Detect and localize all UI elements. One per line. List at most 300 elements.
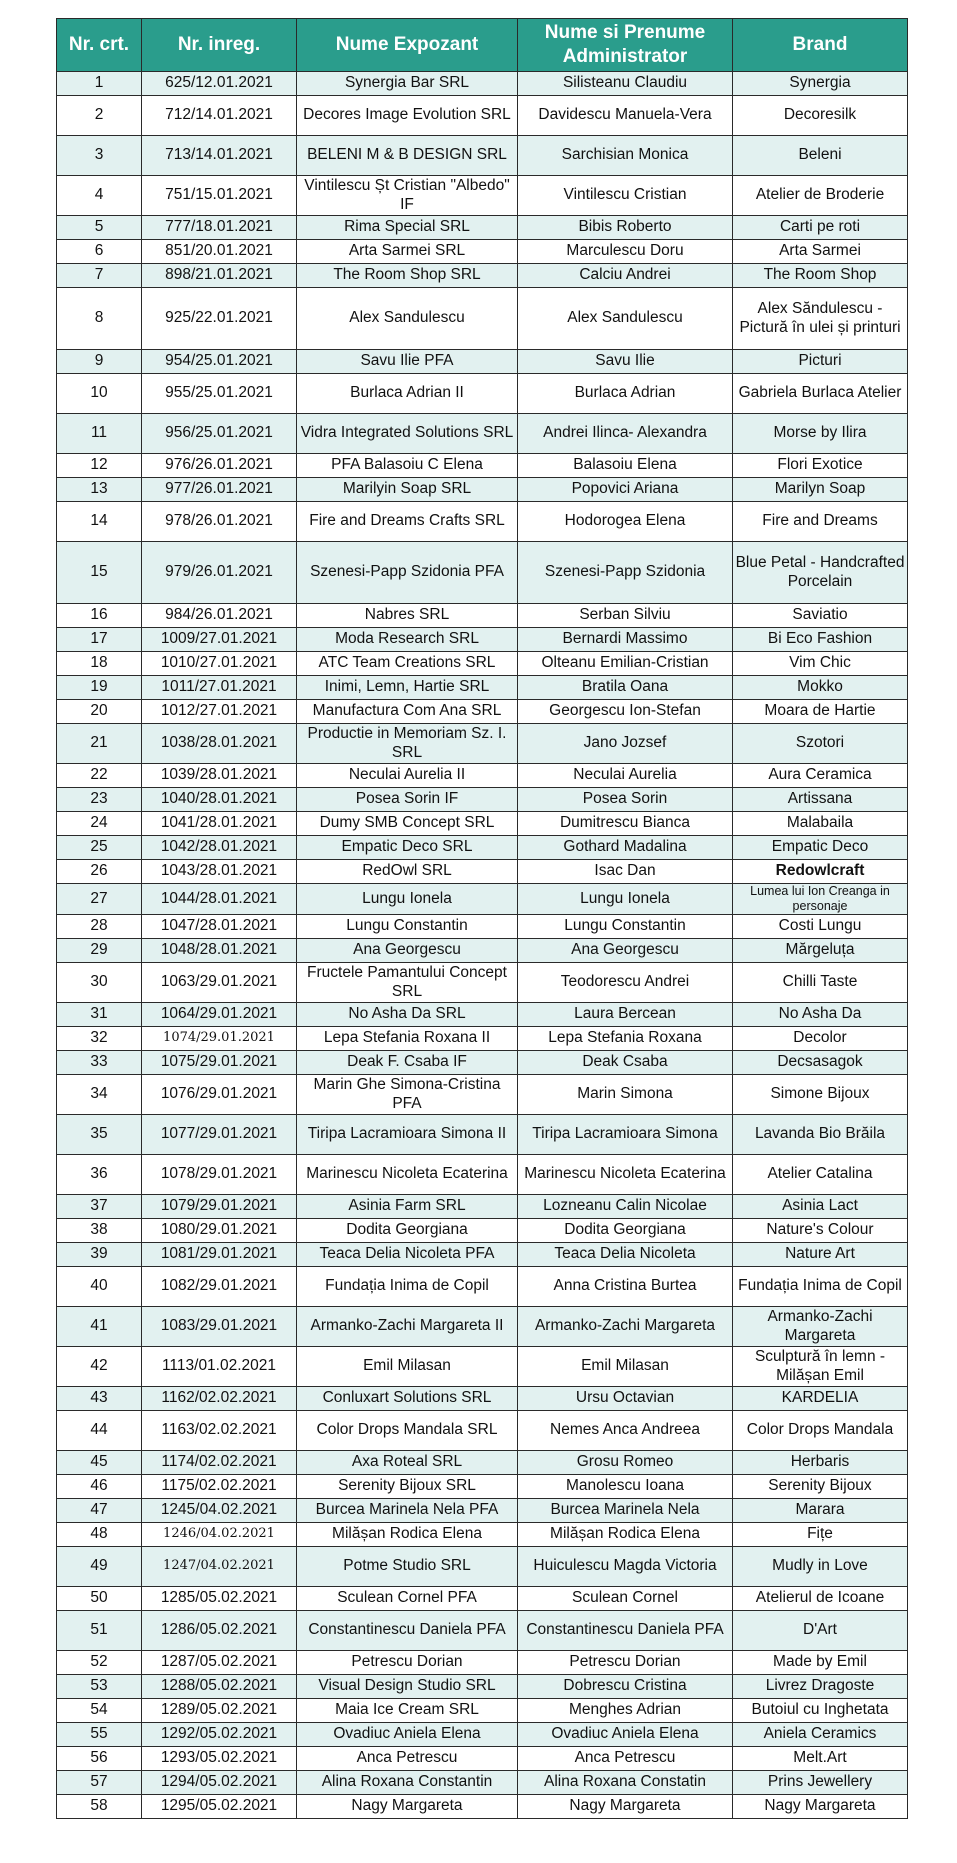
cell-administrator: Neculai Aurelia <box>518 764 733 788</box>
cell-administrator: Jano Jozsef <box>518 724 733 764</box>
cell-nr-crt: 14 <box>57 502 142 542</box>
cell-nr-inreg: 1285/05.02.2021 <box>142 1587 297 1611</box>
cell-nume-expozant: Fire and Dreams Crafts SRL <box>297 502 518 542</box>
cell-administrator: Calciu Andrei <box>518 264 733 288</box>
cell-nr-inreg: 1042/28.01.2021 <box>142 836 297 860</box>
cell-nume-expozant: Visual Design Studio SRL <box>297 1675 518 1699</box>
table-row <box>57 963 908 1003</box>
cell-nr-inreg: 1043/28.01.2021 <box>142 860 297 884</box>
table-row <box>57 1651 908 1675</box>
cell-brand: Made by Emil <box>733 1651 908 1675</box>
cell-nr-crt: 16 <box>57 604 142 628</box>
cell-brand: Artissana <box>733 788 908 812</box>
table-row <box>57 1195 908 1219</box>
table-row <box>57 1699 908 1723</box>
cell-nr-inreg: 1245/04.02.2021 <box>142 1499 297 1523</box>
cell-administrator: Bibis Roberto <box>518 216 733 240</box>
cell-nr-crt: 22 <box>57 764 142 788</box>
table-row <box>57 176 908 216</box>
cell-nume-expozant: Lungu Ionela <box>297 884 518 915</box>
cell-nr-inreg: 1038/28.01.2021 <box>142 724 297 764</box>
cell-administrator: Grosu Romeo <box>518 1451 733 1475</box>
cell-nume-expozant: Marilyin Soap SRL <box>297 478 518 502</box>
cell-administrator: Alex Sandulescu <box>518 288 733 350</box>
cell-nr-crt: 29 <box>57 939 142 963</box>
table-row <box>57 1115 908 1155</box>
cell-nr-inreg: 1009/27.01.2021 <box>142 628 297 652</box>
cell-nr-crt: 40 <box>57 1267 142 1307</box>
cell-nr-crt: 12 <box>57 454 142 478</box>
table-row <box>57 724 908 764</box>
cell-brand: Armanko-Zachi Margareta <box>733 1307 908 1347</box>
cell-brand: Butoiul cu Inghetata <box>733 1699 908 1723</box>
cell-nr-inreg: 1292/05.02.2021 <box>142 1723 297 1747</box>
cell-nr-crt: 24 <box>57 812 142 836</box>
table-row <box>57 860 908 884</box>
cell-nume-expozant: Productie in Memoriam Sz. I. SRL <box>297 724 518 764</box>
cell-administrator: Emil Milasan <box>518 1347 733 1387</box>
cell-nr-crt: 2 <box>57 96 142 136</box>
cell-nr-crt: 8 <box>57 288 142 350</box>
table-row <box>57 1587 908 1611</box>
table-row <box>57 1075 908 1115</box>
cell-brand: Fundația Inima de Copil <box>733 1267 908 1307</box>
cell-brand: Lumea lui Ion Creanga in personaje <box>733 884 908 915</box>
table-row <box>57 136 908 176</box>
cell-nr-inreg: 1078/29.01.2021 <box>142 1155 297 1195</box>
table-row <box>57 652 908 676</box>
cell-administrator: Georgescu Ion-Stefan <box>518 700 733 724</box>
cell-nume-expozant: ATC Team Creations SRL <box>297 652 518 676</box>
cell-nr-inreg: 1010/27.01.2021 <box>142 652 297 676</box>
cell-nr-crt: 21 <box>57 724 142 764</box>
cell-nr-crt: 55 <box>57 1723 142 1747</box>
cell-nume-expozant: Marin Ghe Simona-Cristina PFA <box>297 1075 518 1115</box>
cell-administrator: Vintilescu Cristian <box>518 176 733 216</box>
cell-nr-inreg: 1040/28.01.2021 <box>142 788 297 812</box>
cell-brand: Atelier de Broderie <box>733 176 908 216</box>
cell-nr-inreg: 713/14.01.2021 <box>142 136 297 176</box>
table-row <box>57 1499 908 1523</box>
cell-administrator: Anna Cristina Burtea <box>518 1267 733 1307</box>
table-row <box>57 1219 908 1243</box>
table-row <box>57 836 908 860</box>
table-row <box>57 939 908 963</box>
cell-nume-expozant: Constantinescu Daniela PFA <box>297 1611 518 1651</box>
cell-nr-inreg: 1080/29.01.2021 <box>142 1219 297 1243</box>
cell-nr-crt: 18 <box>57 652 142 676</box>
cell-administrator: Silisteanu Claudiu <box>518 72 733 96</box>
cell-nr-crt: 27 <box>57 884 142 915</box>
cell-nr-crt: 7 <box>57 264 142 288</box>
cell-nr-crt: 20 <box>57 700 142 724</box>
cell-nr-crt: 4 <box>57 176 142 216</box>
cell-nume-expozant: Petrescu Dorian <box>297 1651 518 1675</box>
cell-nr-crt: 54 <box>57 1699 142 1723</box>
cell-nume-expozant: Synergia Bar SRL <box>297 72 518 96</box>
table-row <box>57 1307 908 1347</box>
cell-nr-inreg: 1047/28.01.2021 <box>142 915 297 939</box>
cell-nr-inreg: 1064/29.01.2021 <box>142 1003 297 1027</box>
cell-nr-inreg: 851/20.01.2021 <box>142 240 297 264</box>
cell-nume-expozant: Vintilescu Șt Cristian "Albedo" IF <box>297 176 518 216</box>
table-row <box>57 1387 908 1411</box>
cell-administrator: Szenesi-Papp Szidonia <box>518 542 733 604</box>
table-row <box>57 1411 908 1451</box>
cell-nr-inreg: 712/14.01.2021 <box>142 96 297 136</box>
table-row <box>57 884 908 915</box>
cell-nr-inreg: 1247/04.02.2021 <box>142 1547 297 1587</box>
cell-nr-crt: 15 <box>57 542 142 604</box>
cell-nr-crt: 39 <box>57 1243 142 1267</box>
exhibitors-table <box>56 18 908 1819</box>
cell-nume-expozant: Burlaca Adrian II <box>297 374 518 414</box>
table-row <box>57 1611 908 1651</box>
cell-brand: Nature's Colour <box>733 1219 908 1243</box>
table-row <box>57 915 908 939</box>
cell-brand: KARDELIA <box>733 1387 908 1411</box>
cell-nr-crt: 44 <box>57 1411 142 1451</box>
cell-nume-expozant: BELENI M & B DESIGN SRL <box>297 136 518 176</box>
cell-nr-crt: 25 <box>57 836 142 860</box>
cell-brand: Prins Jewellery <box>733 1771 908 1795</box>
table-row <box>57 628 908 652</box>
cell-administrator: Bratila Oana <box>518 676 733 700</box>
table-row <box>57 264 908 288</box>
cell-nr-crt: 3 <box>57 136 142 176</box>
cell-brand: No Asha Da <box>733 1003 908 1027</box>
cell-nume-expozant: Fundația Inima de Copil <box>297 1267 518 1307</box>
cell-administrator: Nagy Margareta <box>518 1795 733 1819</box>
cell-nume-expozant: Szenesi-Papp Szidonia PFA <box>297 542 518 604</box>
cell-administrator: Dobrescu Cristina <box>518 1675 733 1699</box>
cell-brand: Decolor <box>733 1027 908 1051</box>
cell-administrator: Ovadiuc Aniela Elena <box>518 1723 733 1747</box>
cell-nr-inreg: 1063/29.01.2021 <box>142 963 297 1003</box>
cell-nume-expozant: Armanko-Zachi Margareta II <box>297 1307 518 1347</box>
cell-nr-crt: 41 <box>57 1307 142 1347</box>
cell-nr-crt: 36 <box>57 1155 142 1195</box>
header-brand: Brand <box>733 19 908 72</box>
cell-brand: Flori Exotice <box>733 454 908 478</box>
table-row <box>57 96 908 136</box>
cell-nr-crt: 34 <box>57 1075 142 1115</box>
cell-administrator: Marinescu Nicoleta Ecaterina <box>518 1155 733 1195</box>
cell-administrator: Popovici Ariana <box>518 478 733 502</box>
cell-brand: Vim Chic <box>733 652 908 676</box>
cell-administrator: Sarchisian Monica <box>518 136 733 176</box>
cell-administrator: Andrei Ilinca- Alexandra <box>518 414 733 454</box>
cell-nr-crt: 13 <box>57 478 142 502</box>
cell-brand: Mudly in Love <box>733 1547 908 1587</box>
cell-nume-expozant: Teaca Delia Nicoleta PFA <box>297 1243 518 1267</box>
cell-brand: Nature Art <box>733 1243 908 1267</box>
cell-nr-crt: 42 <box>57 1347 142 1387</box>
cell-administrator: Olteanu Emilian-Cristian <box>518 652 733 676</box>
cell-administrator: Huiculescu Magda Victoria <box>518 1547 733 1587</box>
table-row <box>57 374 908 414</box>
cell-nume-expozant: PFA Balasoiu C Elena <box>297 454 518 478</box>
cell-nr-crt: 50 <box>57 1587 142 1611</box>
cell-administrator: Tiripa Lacramioara Simona <box>518 1115 733 1155</box>
cell-brand: Color Drops Mandala <box>733 1411 908 1451</box>
cell-nume-expozant: Marinescu Nicoleta Ecaterina <box>297 1155 518 1195</box>
cell-brand: Marilyn Soap <box>733 478 908 502</box>
cell-nume-expozant: Emil Milasan <box>297 1347 518 1387</box>
cell-administrator: Menghes Adrian <box>518 1699 733 1723</box>
cell-nr-inreg: 977/26.01.2021 <box>142 478 297 502</box>
cell-brand: Herbaris <box>733 1451 908 1475</box>
cell-nr-crt: 11 <box>57 414 142 454</box>
cell-nr-inreg: 925/22.01.2021 <box>142 288 297 350</box>
cell-nume-expozant: Conluxart Solutions SRL <box>297 1387 518 1411</box>
cell-nr-crt: 28 <box>57 915 142 939</box>
cell-nr-inreg: 1074/29.01.2021 <box>142 1027 297 1051</box>
cell-nr-crt: 57 <box>57 1771 142 1795</box>
table-row <box>57 1475 908 1499</box>
table-row <box>57 542 908 604</box>
cell-administrator: Hodorogea Elena <box>518 502 733 542</box>
header-nr-inreg: Nr. inreg. <box>142 19 297 72</box>
cell-brand: Mărgeluța <box>733 939 908 963</box>
cell-brand: Morse by Ilira <box>733 414 908 454</box>
cell-nr-crt: 52 <box>57 1651 142 1675</box>
cell-brand: Blue Petal - Handcrafted Porcelain <box>733 542 908 604</box>
table-row <box>57 1243 908 1267</box>
cell-nr-crt: 58 <box>57 1795 142 1819</box>
cell-nume-expozant: Burcea Marinela Nela PFA <box>297 1499 518 1523</box>
cell-brand: Saviatio <box>733 604 908 628</box>
cell-nume-expozant: Sculean Cornel PFA <box>297 1587 518 1611</box>
cell-nume-expozant: Empatic Deco SRL <box>297 836 518 860</box>
cell-nr-inreg: 956/25.01.2021 <box>142 414 297 454</box>
cell-nr-inreg: 777/18.01.2021 <box>142 216 297 240</box>
cell-nume-expozant: Alex Sandulescu <box>297 288 518 350</box>
cell-brand: Atelier Catalina <box>733 1155 908 1195</box>
cell-administrator: Deak Csaba <box>518 1051 733 1075</box>
cell-brand: Empatic Deco <box>733 836 908 860</box>
cell-administrator: Armanko-Zachi Margareta <box>518 1307 733 1347</box>
cell-nr-crt: 19 <box>57 676 142 700</box>
cell-administrator: Burcea Marinela Nela <box>518 1499 733 1523</box>
cell-nr-crt: 43 <box>57 1387 142 1411</box>
cell-nr-crt: 6 <box>57 240 142 264</box>
cell-administrator: Posea Sorin <box>518 788 733 812</box>
cell-nr-inreg: 954/25.01.2021 <box>142 350 297 374</box>
table-row <box>57 1771 908 1795</box>
cell-brand: Marara <box>733 1499 908 1523</box>
table-row <box>57 604 908 628</box>
cell-nume-expozant: The Room Shop SRL <box>297 264 518 288</box>
cell-nr-inreg: 1288/05.02.2021 <box>142 1675 297 1699</box>
cell-administrator: Teaca Delia Nicoleta <box>518 1243 733 1267</box>
cell-nr-inreg: 1011/27.01.2021 <box>142 676 297 700</box>
header-row <box>57 19 908 72</box>
cell-nr-inreg: 1162/02.02.2021 <box>142 1387 297 1411</box>
cell-administrator: Manolescu Ioana <box>518 1475 733 1499</box>
cell-nr-crt: 32 <box>57 1027 142 1051</box>
cell-nume-expozant: Rima Special SRL <box>297 216 518 240</box>
cell-nume-expozant: Maia Ice Cream SRL <box>297 1699 518 1723</box>
cell-nr-inreg: 1287/05.02.2021 <box>142 1651 297 1675</box>
cell-administrator: Anca Petrescu <box>518 1747 733 1771</box>
cell-nr-inreg: 1077/29.01.2021 <box>142 1115 297 1155</box>
cell-nume-expozant: Neculai Aurelia II <box>297 764 518 788</box>
cell-nr-inreg: 1286/05.02.2021 <box>142 1611 297 1651</box>
table-row <box>57 1155 908 1195</box>
cell-nume-expozant: Nagy Margareta <box>297 1795 518 1819</box>
cell-nr-inreg: 1076/29.01.2021 <box>142 1075 297 1115</box>
cell-nume-expozant: Savu Ilie PFA <box>297 350 518 374</box>
cell-administrator: Nemes Anca Andreea <box>518 1411 733 1451</box>
cell-brand: Szotori <box>733 724 908 764</box>
cell-nume-expozant: Nabres SRL <box>297 604 518 628</box>
cell-administrator: Marin Simona <box>518 1075 733 1115</box>
cell-brand: Beleni <box>733 136 908 176</box>
cell-brand: Simone Bijoux <box>733 1075 908 1115</box>
cell-nr-inreg: 1113/01.02.2021 <box>142 1347 297 1387</box>
cell-nume-expozant: Posea Sorin IF <box>297 788 518 812</box>
cell-administrator: Alina Roxana Constatin <box>518 1771 733 1795</box>
cell-brand: Arta Sarmei <box>733 240 908 264</box>
cell-nume-expozant: RedOwl SRL <box>297 860 518 884</box>
cell-brand: Serenity Bijoux <box>733 1475 908 1499</box>
cell-administrator: Balasoiu Elena <box>518 454 733 478</box>
cell-brand: Fițe <box>733 1523 908 1547</box>
cell-nume-expozant: Milășan Rodica Elena <box>297 1523 518 1547</box>
table-row <box>57 216 908 240</box>
cell-nr-inreg: 1174/02.02.2021 <box>142 1451 297 1475</box>
cell-administrator: Lozneanu Calin Nicolae <box>518 1195 733 1219</box>
table-row <box>57 72 908 96</box>
cell-nr-inreg: 978/26.01.2021 <box>142 502 297 542</box>
cell-brand: Picturi <box>733 350 908 374</box>
cell-brand: Bi Eco Fashion <box>733 628 908 652</box>
cell-nume-expozant: Anca Petrescu <box>297 1747 518 1771</box>
cell-nr-inreg: 1175/02.02.2021 <box>142 1475 297 1499</box>
table-row <box>57 700 908 724</box>
cell-nr-inreg: 1163/02.02.2021 <box>142 1411 297 1451</box>
cell-nr-crt: 31 <box>57 1003 142 1027</box>
cell-nr-crt: 17 <box>57 628 142 652</box>
cell-nr-crt: 37 <box>57 1195 142 1219</box>
table-row <box>57 478 908 502</box>
header-nr-crt: Nr. crt. <box>57 19 142 72</box>
cell-nr-crt: 46 <box>57 1475 142 1499</box>
cell-nr-inreg: 751/15.01.2021 <box>142 176 297 216</box>
cell-administrator: Teodorescu Andrei <box>518 963 733 1003</box>
cell-nume-expozant: Lepa Stefania Roxana II <box>297 1027 518 1051</box>
cell-administrator: Constantinescu Daniela PFA <box>518 1611 733 1651</box>
cell-administrator: Lungu Constantin <box>518 915 733 939</box>
cell-nr-inreg: 984/26.01.2021 <box>142 604 297 628</box>
cell-brand: Fire and Dreams <box>733 502 908 542</box>
cell-nume-expozant: Tiripa Lacramioara Simona II <box>297 1115 518 1155</box>
cell-administrator: Gothard Madalina <box>518 836 733 860</box>
cell-nr-inreg: 1293/05.02.2021 <box>142 1747 297 1771</box>
cell-administrator: Milășan Rodica Elena <box>518 1523 733 1547</box>
cell-nume-expozant: No Asha Da SRL <box>297 1003 518 1027</box>
cell-brand: D'Art <box>733 1611 908 1651</box>
cell-nr-crt: 23 <box>57 788 142 812</box>
cell-brand: Nagy Margareta <box>733 1795 908 1819</box>
table-row <box>57 1267 908 1307</box>
cell-nume-expozant: Dumy SMB Concept SRL <box>297 812 518 836</box>
cell-brand: The Room Shop <box>733 264 908 288</box>
cell-nr-inreg: 1081/29.01.2021 <box>142 1243 297 1267</box>
cell-nr-inreg: 1039/28.01.2021 <box>142 764 297 788</box>
cell-nr-crt: 26 <box>57 860 142 884</box>
cell-nume-expozant: Color Drops Mandala SRL <box>297 1411 518 1451</box>
cell-nr-inreg: 625/12.01.2021 <box>142 72 297 96</box>
table-row <box>57 454 908 478</box>
cell-nume-expozant: Ovadiuc Aniela Elena <box>297 1723 518 1747</box>
cell-administrator: Petrescu Dorian <box>518 1651 733 1675</box>
cell-administrator: Sculean Cornel <box>518 1587 733 1611</box>
cell-nume-expozant: Fructele Pamantului Concept SRL <box>297 963 518 1003</box>
cell-brand: Sculptură în lemn - Milășan Emil <box>733 1347 908 1387</box>
cell-brand: Decoresilk <box>733 96 908 136</box>
cell-nr-crt: 51 <box>57 1611 142 1651</box>
table-row <box>57 1347 908 1387</box>
cell-brand: Aniela Ceramics <box>733 1723 908 1747</box>
cell-nr-inreg: 955/25.01.2021 <box>142 374 297 414</box>
cell-nr-crt: 1 <box>57 72 142 96</box>
table-row <box>57 1795 908 1819</box>
cell-administrator: Dodita Georgiana <box>518 1219 733 1243</box>
cell-nume-expozant: Arta Sarmei SRL <box>297 240 518 264</box>
cell-nr-crt: 45 <box>57 1451 142 1475</box>
table-row <box>57 676 908 700</box>
table-row <box>57 1523 908 1547</box>
table-row <box>57 1747 908 1771</box>
cell-brand: Mokko <box>733 676 908 700</box>
table-row <box>57 288 908 350</box>
cell-administrator: Lepa Stefania Roxana <box>518 1027 733 1051</box>
header-administrator: Nume si Prenume Administrator <box>518 19 733 72</box>
cell-nume-expozant: Alina Roxana Constantin <box>297 1771 518 1795</box>
cell-nr-crt: 38 <box>57 1219 142 1243</box>
cell-nr-inreg: 1289/05.02.2021 <box>142 1699 297 1723</box>
cell-brand: Synergia <box>733 72 908 96</box>
cell-nr-crt: 49 <box>57 1547 142 1587</box>
cell-brand: Livrez Dragoste <box>733 1675 908 1699</box>
cell-nr-crt: 53 <box>57 1675 142 1699</box>
cell-nr-crt: 47 <box>57 1499 142 1523</box>
table-row <box>57 1675 908 1699</box>
cell-brand: Lavanda Bio Brăila <box>733 1115 908 1155</box>
cell-nr-inreg: 1012/27.01.2021 <box>142 700 297 724</box>
cell-administrator: Serban Silviu <box>518 604 733 628</box>
cell-brand: Decsasagok <box>733 1051 908 1075</box>
cell-nr-crt: 56 <box>57 1747 142 1771</box>
table-row <box>57 1051 908 1075</box>
cell-nume-expozant: Asinia Farm SRL <box>297 1195 518 1219</box>
cell-nr-inreg: 1082/29.01.2021 <box>142 1267 297 1307</box>
cell-administrator: Dumitrescu Bianca <box>518 812 733 836</box>
cell-nume-expozant: Serenity Bijoux SRL <box>297 1475 518 1499</box>
table-row <box>57 788 908 812</box>
cell-brand: Atelierul de Icoane <box>733 1587 908 1611</box>
cell-administrator: Savu Ilie <box>518 350 733 374</box>
cell-administrator: Lungu Ionela <box>518 884 733 915</box>
cell-brand: Melt.Art <box>733 1747 908 1771</box>
cell-administrator: Ursu Octavian <box>518 1387 733 1411</box>
cell-administrator: Laura Bercean <box>518 1003 733 1027</box>
cell-nr-crt: 48 <box>57 1523 142 1547</box>
cell-administrator: Ana Georgescu <box>518 939 733 963</box>
cell-nume-expozant: Axa Roteal SRL <box>297 1451 518 1475</box>
